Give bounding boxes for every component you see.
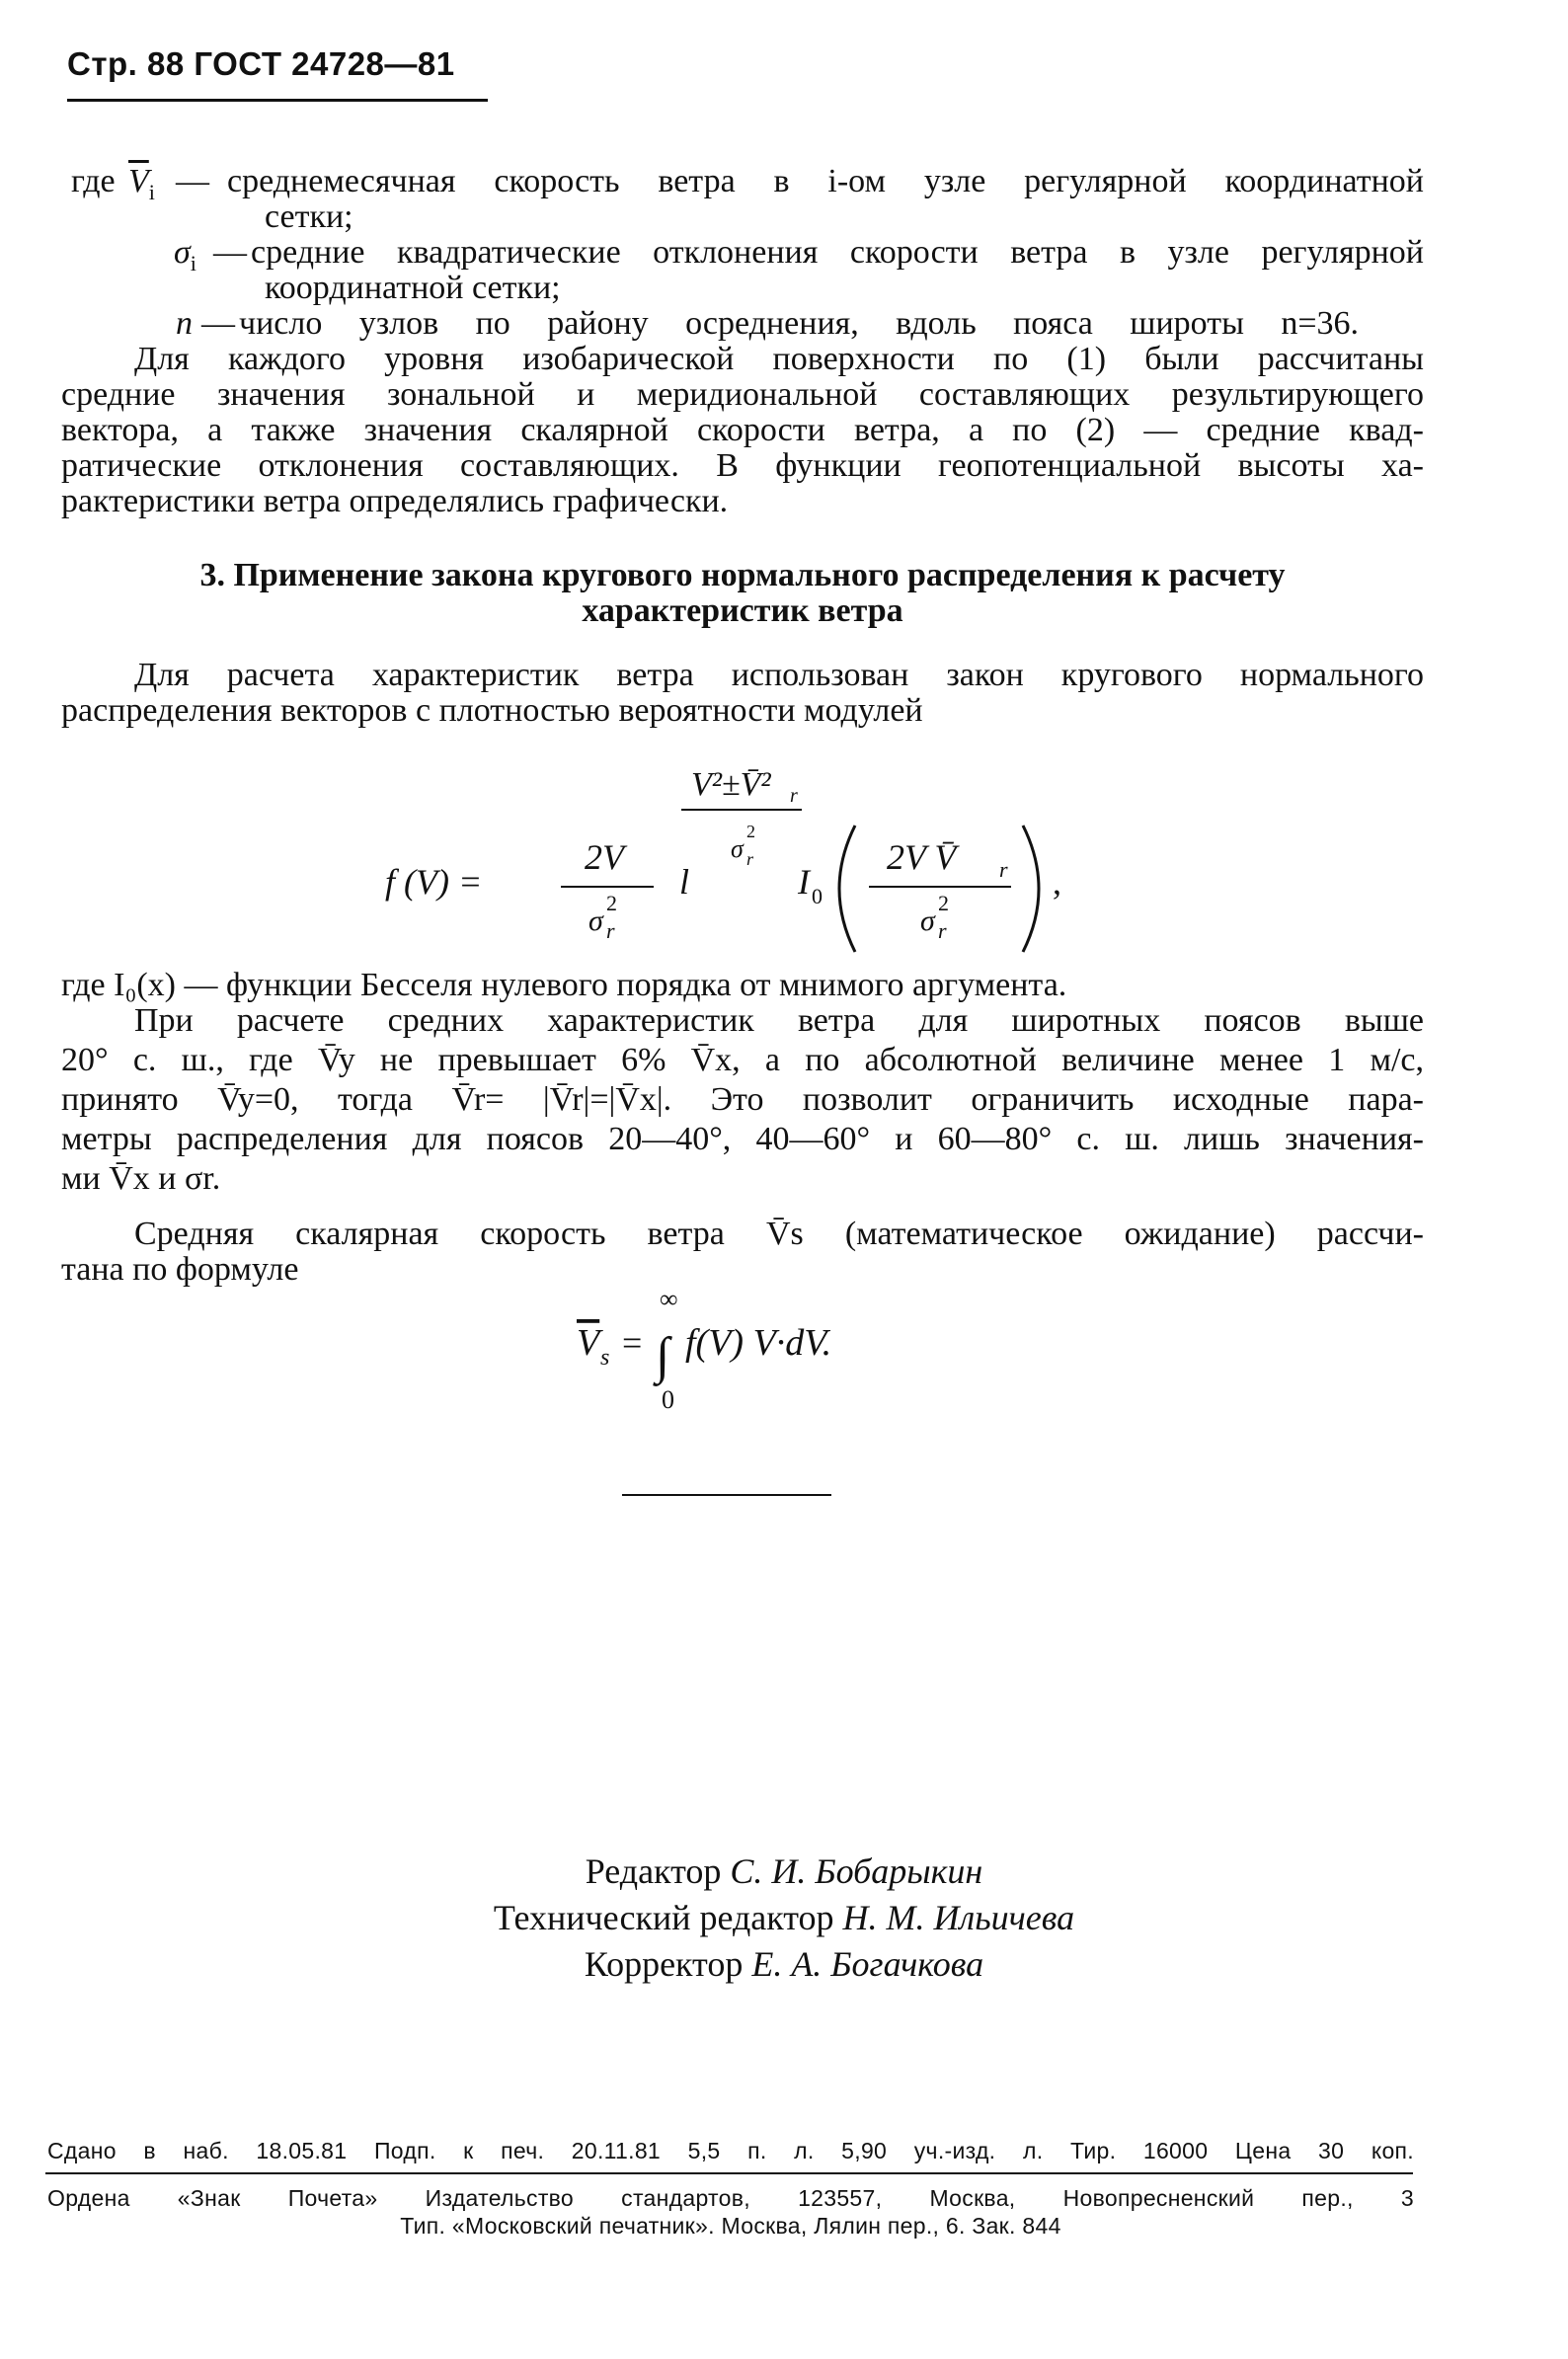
credit-proofreader-role: Корректор <box>584 1944 744 1984</box>
paragraph1-line5: рактеристики ветра определялись графически. <box>61 483 729 519</box>
paragraph3-line4: принято V̄y=0, тогда V̄r= |V̄r|=|V̄x|. Это позволит ограничить исходные пара- <box>61 1081 1424 1118</box>
credit-tech-editor-name: Н. М. Ильичева <box>842 1898 1075 1937</box>
bessel-symbol: I <box>798 862 810 902</box>
definition-n-symbol: n <box>176 305 193 342</box>
paragraph3-line1: где I₀(x) — функции Бесселя нулевого порядка от мнимого аргумента. <box>61 967 1067 1003</box>
credit-tech-editor <box>0 1895 1568 1941</box>
section-heading-line1: 3. Применение закона кругового нормального распределения к расчету <box>199 557 1286 593</box>
credit-proofreader <box>0 1941 1568 1988</box>
definition-sigma-dash: — <box>213 234 247 271</box>
formula2-lhs: V <box>577 1322 600 1364</box>
definition-v-lead: где <box>71 163 116 199</box>
credit-editor-role: Редактор <box>585 1851 722 1891</box>
credit-tech-editor-role: Технический редактор <box>493 1898 834 1937</box>
fraction2-num-sub: r <box>999 857 1008 882</box>
formula2-eq: = <box>622 1323 643 1363</box>
page-header: Стр. 88 ГОСТ 24728—81 <box>67 45 455 82</box>
imprint-line1: Сдано в наб. 18.05.81 Подп. к печ. 20.11.81 5,5 п. л. 5,90 уч.-изд. л. Тир. 16000 Цена 30 коп. <box>47 2138 1414 2163</box>
definition-v-dash: — <box>176 163 209 199</box>
fraction2-numerator: 2V V̄ <box>887 837 957 877</box>
fraction1-den-sub: r <box>606 918 615 943</box>
paragraph3-line2: При расчете средних характеристик ветра для широтных поясов выше <box>134 1002 1424 1039</box>
fraction1-denominator: σ <box>588 904 603 937</box>
paragraph1-line3: вектора, а также значения скалярной скорости ветра, а по (2) — средние квад- <box>61 412 1424 448</box>
paragraph1-line4: ратические отклонения составляющих. В функции геопотенциальной высоты ха- <box>61 447 1424 484</box>
imprint-line3: Тип. «Московский печатник». Москва, Лялин пер., 6. Зак. 844 <box>400 2213 1061 2239</box>
definition-sigma-line2: координатной сетки; <box>265 270 561 306</box>
imprint-rule <box>45 2172 1413 2174</box>
paragraph1-line2: средние значения зональной и меридиональной составляющих результирующего <box>61 376 1424 413</box>
definition-sigma-symbol: $\sigma_i$ <box>174 234 196 275</box>
credit-editor-name: С. И. Бобарыкин <box>730 1851 983 1891</box>
paragraph2-line1: Для расчета характеристик ветра использован закон кругового нормального <box>134 657 1424 693</box>
fraction2-den-sub: r <box>938 918 947 943</box>
credit-proofreader-name: Е. А. Богачкова <box>751 1944 984 1984</box>
paragraph3-line3: 20° с. ш., где V̄y не превышает 6% V̄x, а по абсолютной величине менее 1 м/с, <box>61 1042 1424 1078</box>
fraction2-den-sup: 2 <box>938 891 949 915</box>
formula2-lhs-sub: s <box>600 1345 610 1371</box>
formula2-upper: ∞ <box>660 1285 678 1313</box>
formula2-integral: ∫ <box>656 1328 670 1384</box>
definition-v-line1: среднемесячная скорость ветра в i-ом узле регулярной координатной <box>227 163 1424 199</box>
paragraph4-line1: Средняя скалярная скорость ветра V̄s (математическое ожидание) рассчи- <box>134 1216 1424 1252</box>
paragraph3-line6: ми V̄x и σr. <box>61 1160 221 1197</box>
separator-rule <box>622 1494 831 1496</box>
credit-editor <box>0 1848 1568 1895</box>
paragraph2-line2: распределения векторов с плотностью вероятности модулей <box>61 692 923 729</box>
fraction1-den-sup: 2 <box>606 891 617 915</box>
paragraph4-line2: тана по формуле <box>61 1251 299 1288</box>
formula-lhs: f (V) = <box>385 862 483 902</box>
definition-sigma-line1: средние квадратические отклонения скорости ветра в узле регулярной <box>251 234 1424 271</box>
definition-v-line2: сетки; <box>265 198 353 235</box>
formula-tail: , <box>1053 862 1061 902</box>
exp-den-sub: r <box>746 849 754 869</box>
definition-n-dash: — <box>201 305 235 342</box>
section-heading-line2: характеристик ветра <box>582 592 903 629</box>
formula2-lower: 0 <box>662 1385 674 1414</box>
fraction2-denominator: σ <box>920 904 935 937</box>
definition-v-symbol: $\overline{V}_i$ <box>128 163 155 204</box>
exp-base: l <box>679 862 690 902</box>
fraction1-numerator: 2V <box>585 837 624 877</box>
formula2-integrand: f(V) V·dV. <box>685 1322 832 1364</box>
exp-numerator-sub: r <box>790 785 798 807</box>
imprint-line2: Ордена «Знак Почета» Издательство стандартов, 123557, Москва, Новопресненский пер., 3 <box>47 2185 1414 2211</box>
bessel-sub: 0 <box>812 884 823 908</box>
exp-den-sup: 2 <box>746 822 755 841</box>
paragraph3-line5: метры распределения для поясов 20—40°, 40—60° и 60—80° с. ш. лишь значения- <box>61 1121 1424 1157</box>
paragraph1-line1: Для каждого уровня изобарической поверхности по (1) были рассчитаны <box>134 341 1424 377</box>
exp-denominator: σ <box>731 834 744 863</box>
exp-numerator: V²±V̄² <box>691 766 771 803</box>
definition-n-line1: число узлов по району осреднения, вдоль пояса широты n=36. <box>239 305 1359 342</box>
